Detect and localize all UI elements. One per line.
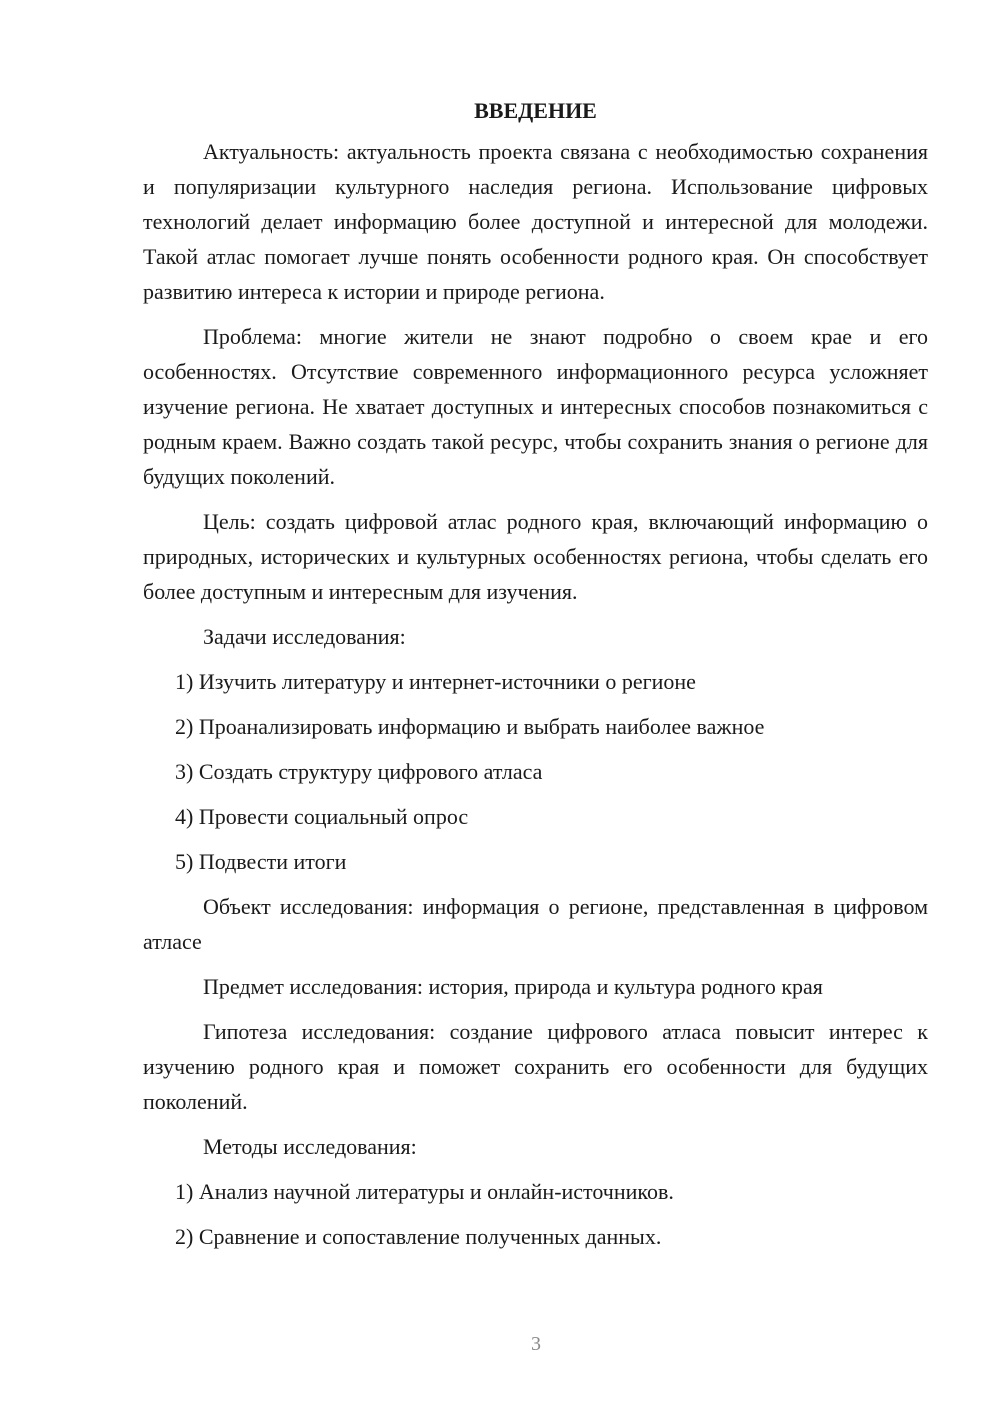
page-content <box>143 96 928 1264</box>
tasks-list <box>143 664 928 879</box>
hypothesis-paragraph: Гипотеза исследования: создание цифрового атласа повысит интерес к изучению родного края и поможет сохранить его особенности для будущих поколений. <box>143 1019 928 1114</box>
task-item: 5) Подвести итоги <box>175 849 347 874</box>
subject-paragraph: Предмет исследования: история, природа и культура родного края <box>203 974 823 999</box>
task-item: 3) Создать структуру цифрового атласа <box>175 759 543 784</box>
page-number: 3 <box>531 1333 541 1355</box>
task-item: 2) Проанализировать информацию и выбрать наиболее важное <box>175 714 765 739</box>
methods-list <box>143 1174 928 1254</box>
method-item: 2) Сравнение и сопоставление полученных данных. <box>175 1224 662 1249</box>
tasks-title: Задачи исследования: <box>203 624 406 649</box>
problem-paragraph: Проблема: многие жители не знают подробно о своем крае и его особенностях. Отсутствие современного информационного ресурса усложняет изучение региона. Не хватает доступных и интересных способов познакомиться с родным краем. Важно создать такой ресурс, чтобы сохранить знания о регионе для будущих поколений. <box>143 324 928 489</box>
task-item: 4) Провести социальный опрос <box>175 804 469 829</box>
task-item: 1) Изучить литературу и интернет-источники о регионе <box>175 669 696 694</box>
goal-paragraph: Цель: создать цифровой атлас родного края, включающий информацию о природных, исторических и культурных особенностях региона, чтобы сделать его более доступным и интересным для изучения. <box>143 509 928 604</box>
section-heading: ВВЕДЕНИЕ <box>474 98 597 123</box>
relevance-paragraph: Актуальность: актуальность проекта связана с необходимостью сохранения и популяризации культурного наследия региона. Использование цифровых технологий делает информацию более доступной и интересной для молодежи. Такой атлас помогает лучше понять особенности родного края. Он способствует развитию интереса к истории и природе региона. <box>143 139 928 304</box>
object-paragraph: Объект исследования: информация о регионе, представленная в цифровом атласе <box>143 894 928 954</box>
method-item: 1) Анализ научной литературы и онлайн-источников. <box>175 1179 674 1204</box>
methods-title: Методы исследования: <box>203 1134 417 1159</box>
